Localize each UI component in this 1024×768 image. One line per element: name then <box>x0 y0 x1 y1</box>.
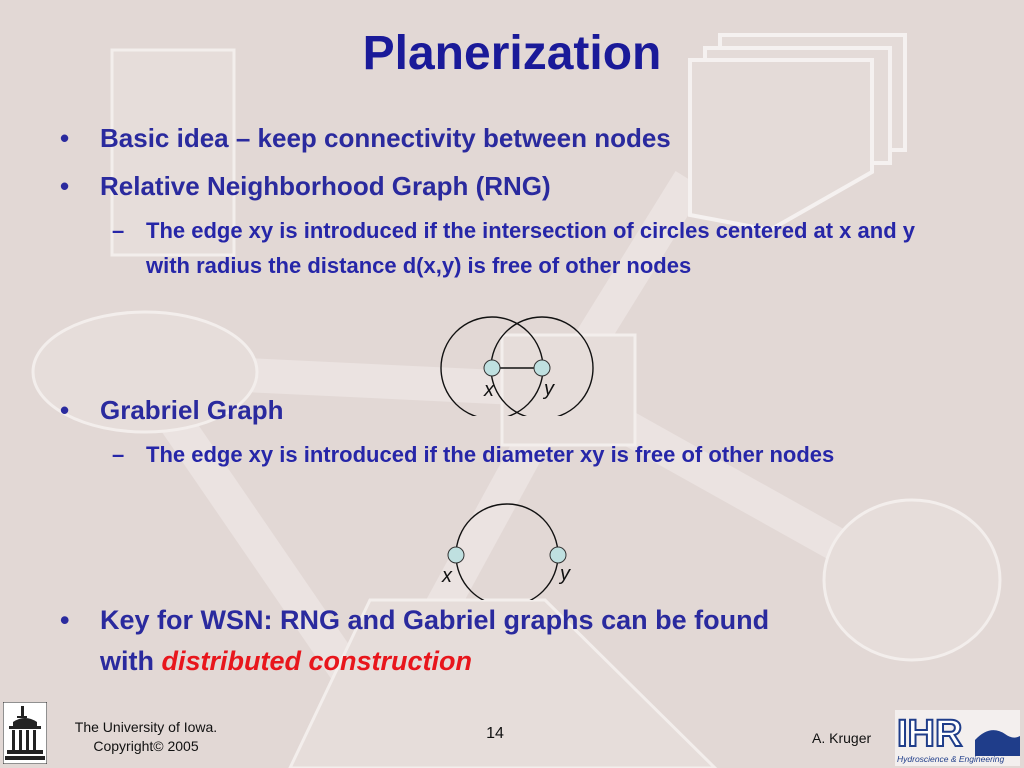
slide-title: Planerization <box>362 27 662 80</box>
bullet-marker: • <box>60 395 70 425</box>
bullet-marker: • <box>60 605 70 635</box>
footer-institution: The University of Iowa. <box>74 719 218 735</box>
bullet-marker: • <box>60 123 70 153</box>
emphasis-distributed-construction: distributed construction <box>161 646 472 676</box>
gabriel-node-y <box>550 547 566 563</box>
ihr-logo-text: IHR <box>897 713 963 755</box>
bullet-text-line2-prefix: with <box>100 646 162 676</box>
footer-copyright-year: Copyright© 2005 <box>93 738 199 754</box>
ihr-logo <box>895 710 1020 766</box>
page-number: 14 <box>486 725 504 742</box>
sub-bullet-marker: – <box>112 218 125 243</box>
rng-diagram <box>430 312 600 416</box>
rng-label-x: x <box>484 379 494 401</box>
rng-node-y <box>534 360 550 376</box>
bullet-text-line1: Key for WSN: RNG and Gabriel graphs can be found <box>100 605 770 635</box>
sub-bullet-marker: – <box>112 442 125 467</box>
bullet-text: Grabriel Graph <box>100 395 284 425</box>
rng-node-x <box>484 360 500 376</box>
bullet-text: Relative Neighborhood Graph (RNG) <box>100 171 551 201</box>
footer-copyright <box>58 718 234 756</box>
rng-label-y: y <box>544 378 554 400</box>
footer-author: A. Kruger <box>812 730 872 746</box>
university-of-iowa-logo <box>3 702 47 764</box>
gabriel-label-x: x <box>442 565 452 587</box>
bullet-text <box>100 600 769 682</box>
ihr-logo-subtext: Hydroscience & Engineering <box>897 754 1005 764</box>
sub-bullet-text: The edge xy is introduced if the intersection of circles centered at x and y with radius the distance d(x,y) is free of other nodes <box>146 218 915 278</box>
gabriel-diagram <box>432 500 582 600</box>
gabriel-node-x <box>448 547 464 563</box>
gabriel-label-y: y <box>560 563 570 585</box>
bullet-text: Basic idea – keep connectivity between nodes <box>100 123 671 153</box>
gabriel-diameter-circle <box>456 504 558 600</box>
bullet-marker: • <box>60 171 70 201</box>
sub-bullet-text: The edge xy is introduced if the diameter xy is free of other nodes <box>146 442 835 467</box>
